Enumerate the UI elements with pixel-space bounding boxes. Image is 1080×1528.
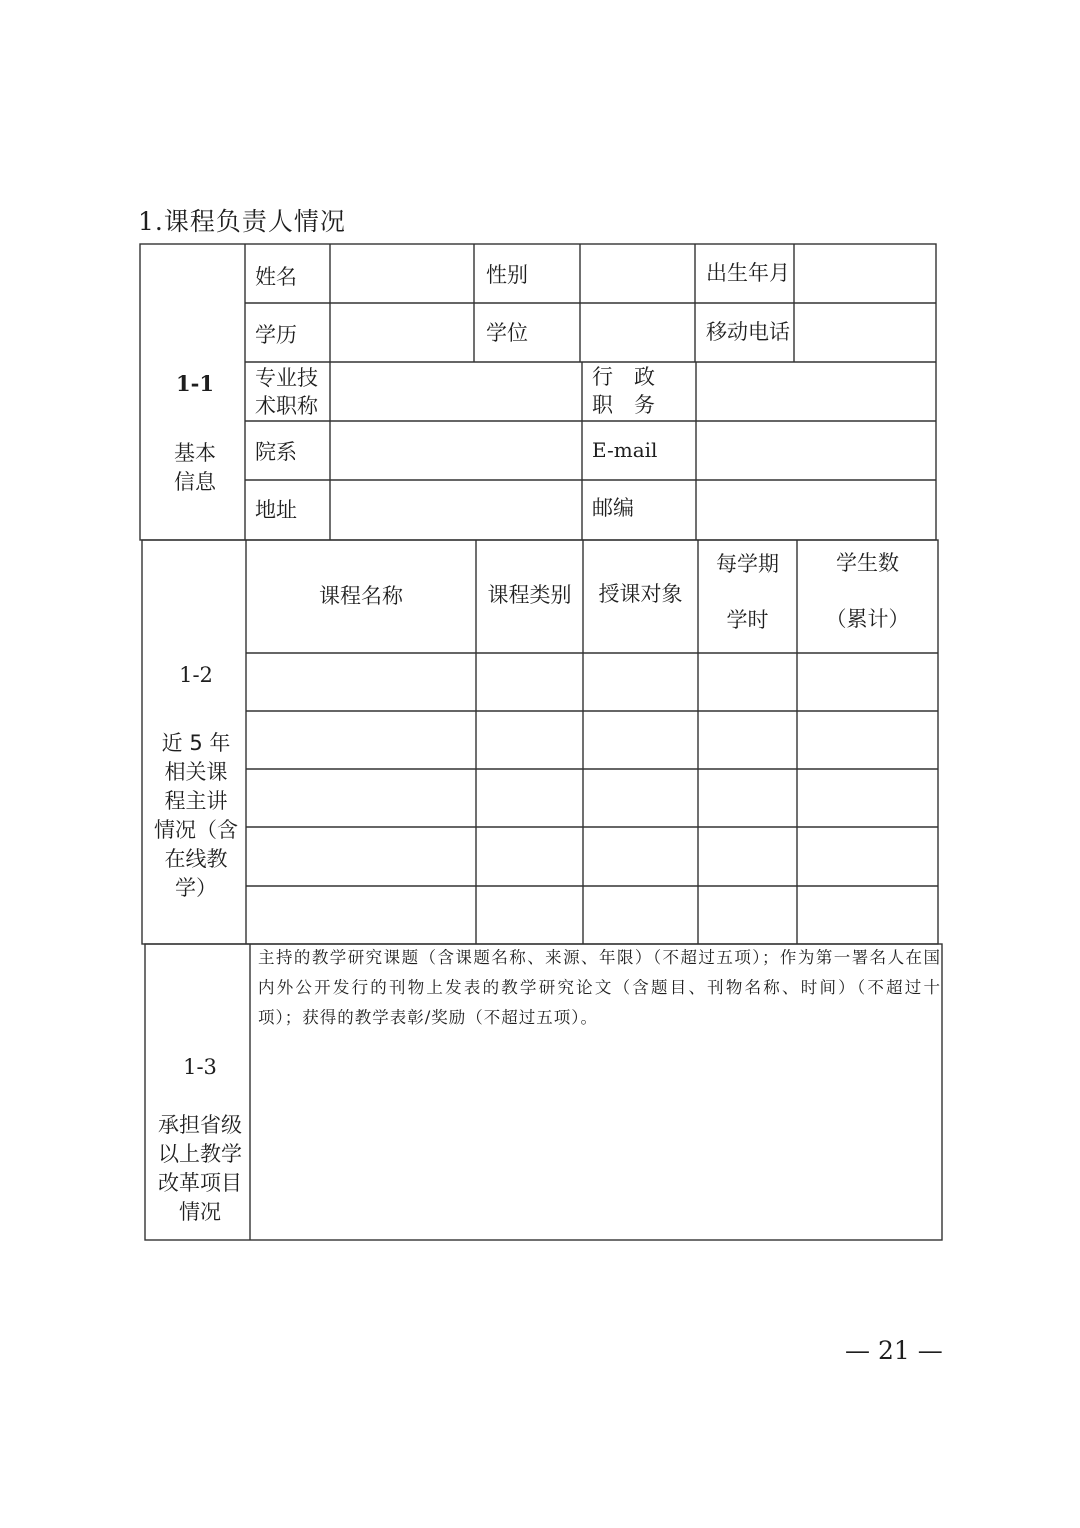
reform-instructions: 主持的教学研究课题（含课题名称、来源、年限）（不超过五项）；作为第一署名人在国内外公开发行的刊物上发表的教学研究论文（含题目、刊物名称、时间）（不超过十项）；获得的教学表彰/奖励（不超过五项）。 — [258, 948, 941, 1027]
name-label: 姓名 — [255, 265, 297, 289]
birth-date-label: 出生年月 — [706, 261, 790, 285]
reform-section-id: 1-3 — [183, 1055, 217, 1079]
address-label: 地址 — [255, 498, 297, 522]
gender-label: 性别 — [486, 263, 528, 287]
professional-title-label: 专业技 术职称 — [255, 366, 318, 418]
basic-info-section-label: 基本 信息 — [174, 441, 216, 494]
column-course-name: 课程名称 — [319, 584, 403, 608]
column-student-count: 学生数 （累计） — [825, 551, 910, 631]
education-label: 学历 — [255, 323, 297, 347]
postcode-label: 邮编 — [592, 496, 634, 520]
department-label: 院系 — [255, 440, 297, 464]
basic-info-section-id: 1-1 — [176, 371, 214, 396]
teaching-section-id: 1-2 — [179, 663, 213, 687]
teaching-section-label: 近 5 年 相关课 程主讲 情况（含 在线教 学） — [154, 731, 238, 900]
degree-label: 学位 — [486, 321, 528, 345]
section-title: 1.课程负责人情况 — [138, 207, 346, 236]
admin-position-label: 行 政 职 务 — [592, 365, 655, 417]
column-course-type: 课程类别 — [487, 583, 572, 607]
page-number: — 21 — — [845, 1336, 943, 1365]
column-hours-per-semester: 每学期 学时 — [716, 552, 779, 632]
email-label: E-mail — [592, 438, 658, 462]
column-audience: 授课对象 — [598, 582, 683, 606]
mobile-phone-label: 移动电话 — [706, 320, 790, 344]
reform-section-label: 承担省级 以上教学 改革项目 情况 — [158, 1113, 242, 1224]
